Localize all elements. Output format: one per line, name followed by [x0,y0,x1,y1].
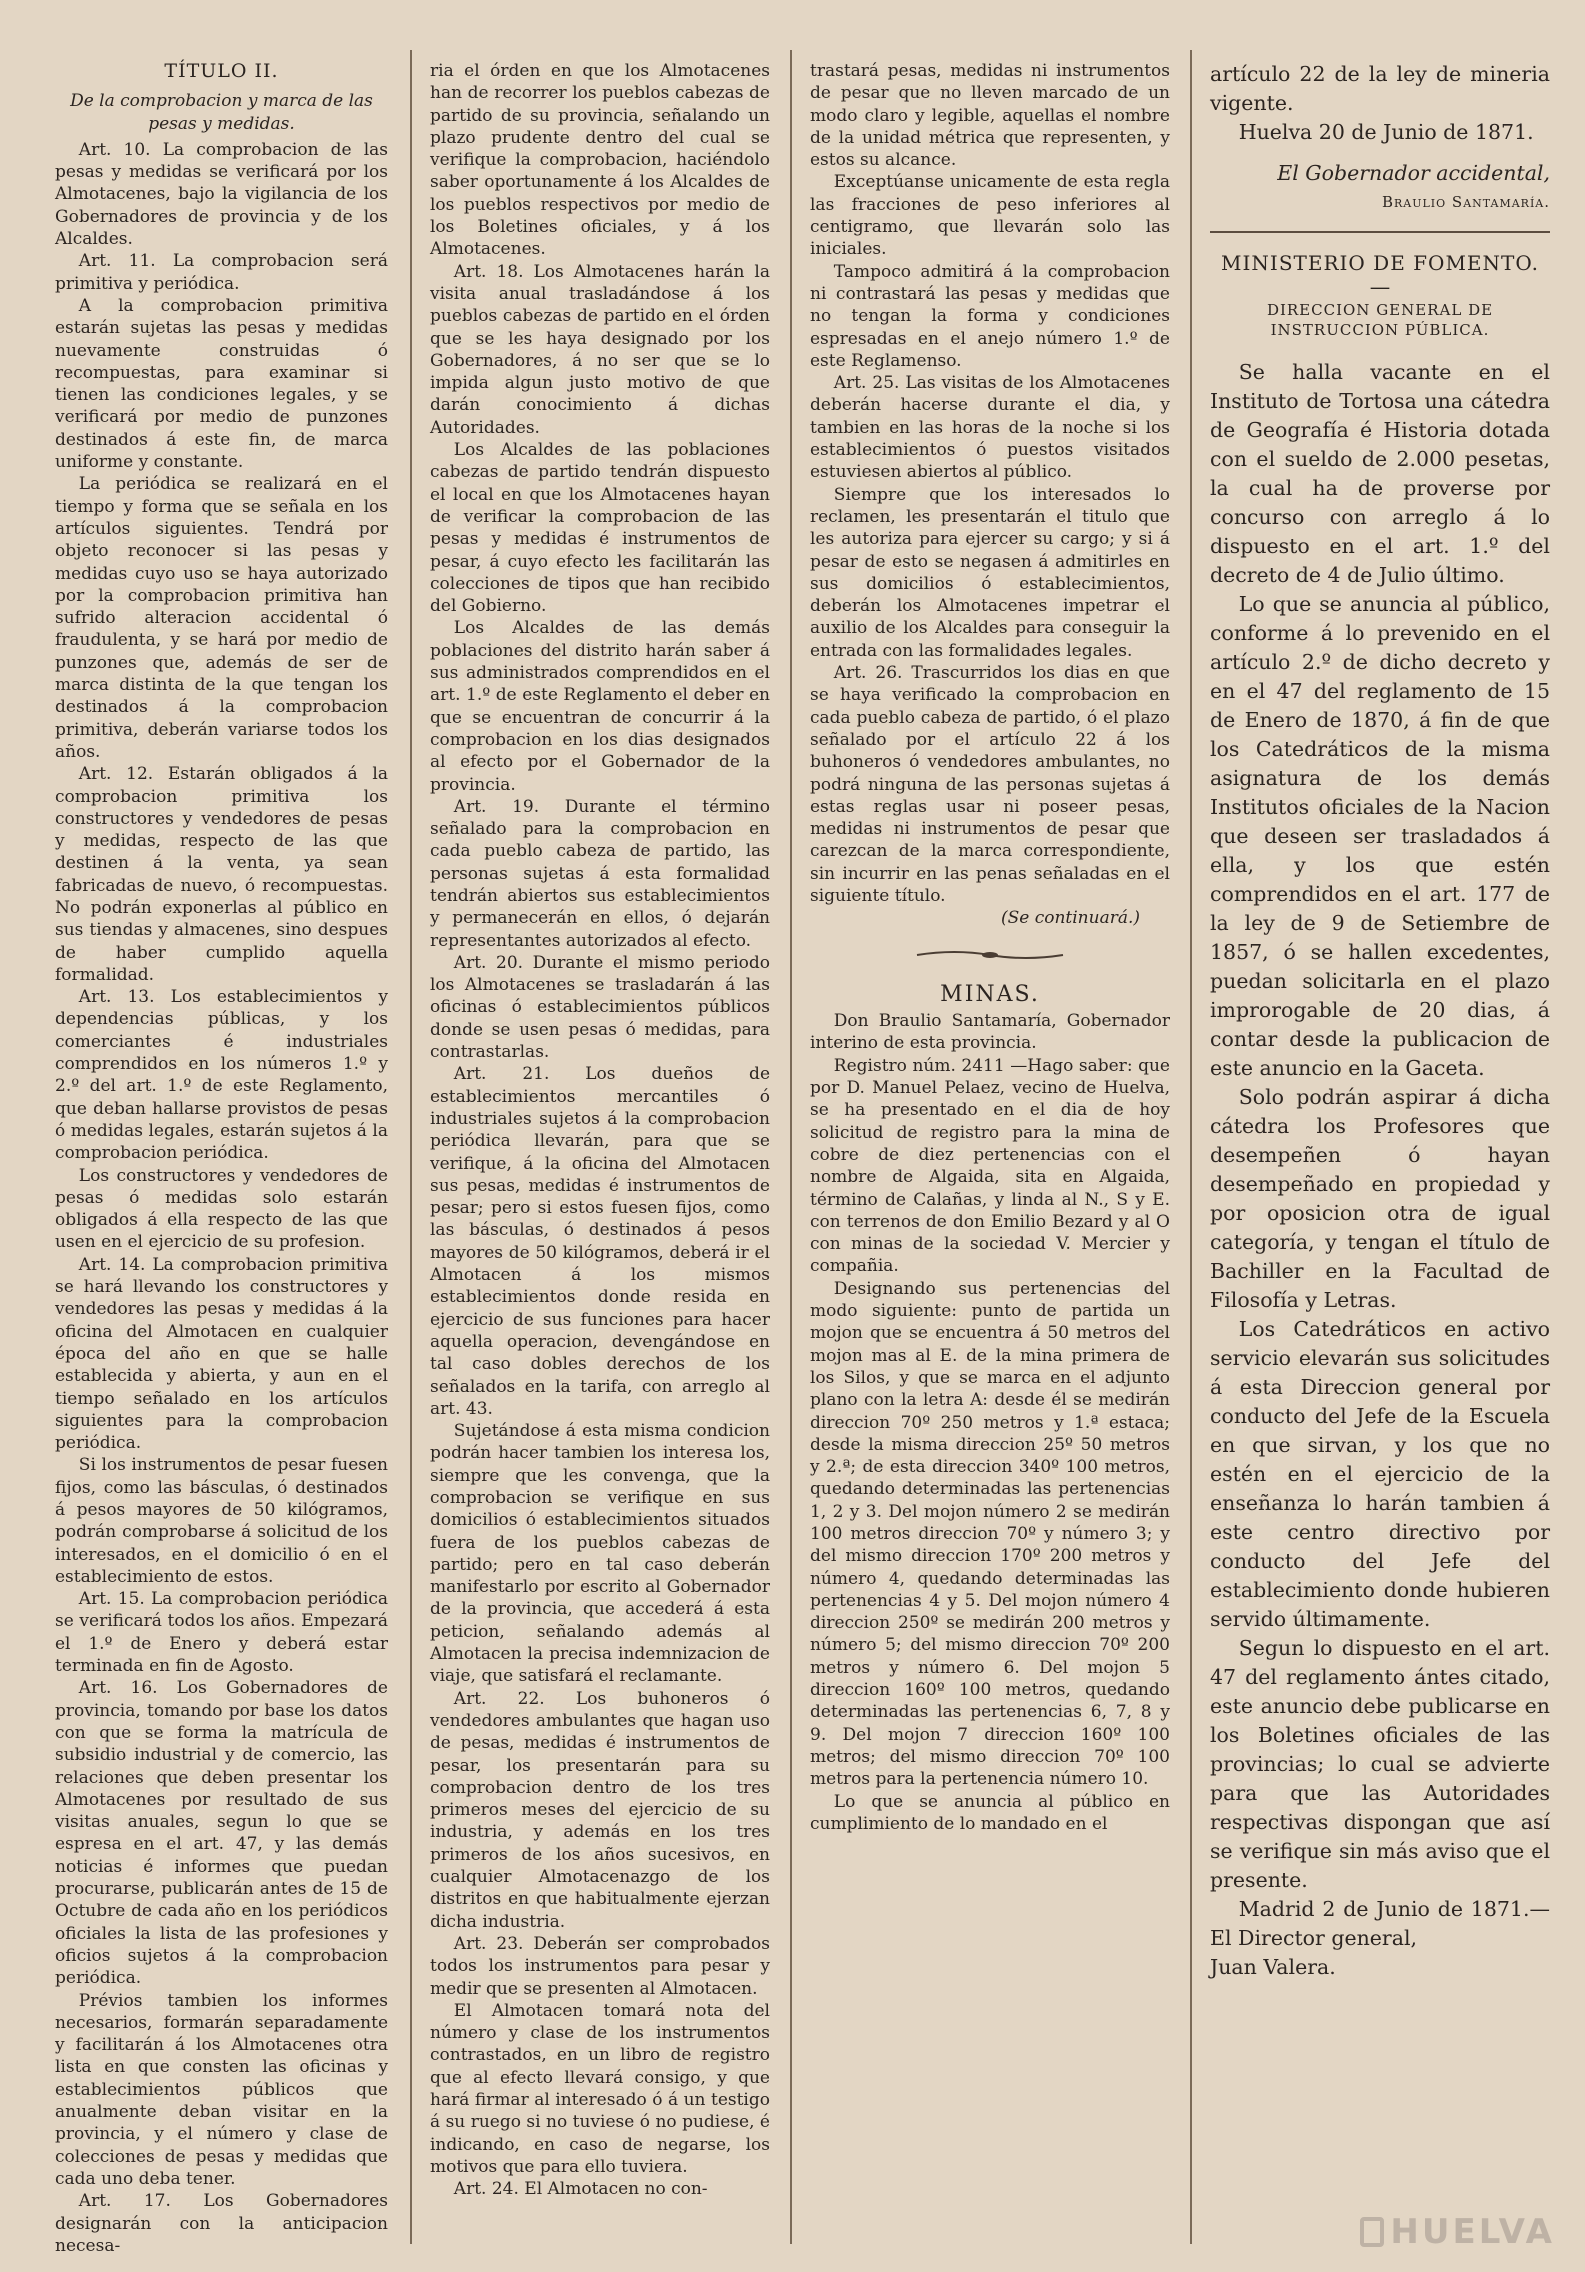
ornament-divider [810,946,1170,968]
paragraph: Si los instrumentos de pesar fuesen fijos, como las básculas, ó destinados á pesos mayores de 50 kilógramos, podrán comprobarse á solicitud de los interesados, en el domicilio ó en el establecimiento de estos. [55,1455,388,1587]
section-divider [1210,231,1550,233]
paragraph: Art. 13. Los establecimientos y dependencias públicas, y los comerciantes é industriales comprendidos en los números 1.º y 2.º del art. 1.º de este Reglamento, que deban hallarse provistos de pesas ó medidas legales, estarán sujetos á la comprobacion periódica. [55,987,388,1164]
paragraph: Art. 21. Los dueños de establecimientos mercantiles ó industriales sujetos á la comprobacion periódica llevarán, para que se verifique, á la oficina del Almotacen sus pesas, medidas é instrumentos de pesar; pero si estos fuesen fijos, como las básculas, ó destinados á pesos mayores de 50 kilógramos, deberá ir el Almotacen á los mismos establecimientos donde resida en ejercicio de sus funciones para hacer aquella operacion, devengándose en tal caso dobles derechos de los señalados en la tarifa, con arreglo al art. 43. [430,1064,770,1419]
paragraph: Registro núm. 2411 —Hago saber: que por D. Manuel Pelaez, vecino de Huelva, se ha presentado en el dia de hoy solicitud de registro para la mina de cobre de diez pertenencias con el nombre de Algaida, sita en Algaida, término de Calañas, y linda al N., S y E. con terrenos de don Emilio Bezard y al O con minas de la sociedad V. Mercier y compañia. [810,1055,1170,1277]
column-1 [55,60,388,2257]
continued-note: (Se continuará.) [1000,908,1140,929]
paragraph: Art. 12. Estarán obligados á la comprobacion primitiva los constructores y vendedores de pesas y medidas, respecto de las que destinen á la venta, ya sean fabricadas de nuevo, ó recompuestas. No podrán exponerlas al público en sus tiendas y almacenes, sino despues de haber cumplido aquella formalidad. [55,764,388,985]
paragraph: Los Alcaldes de las demás poblaciones del distrito harán saber á sus administrados comprendidos en el art. 1.º de este Reglamento el deber en que se encuentran de concurrir á la comprobacion en los dias designados al efecto por el Gobernador de la provincia. [430,618,770,795]
watermark-text: HUELVA [1390,2212,1555,2252]
paragraph: Lo que se anuncia al público, conforme á lo prevenido en el artículo 2.º de dicho decreto y en el 47 del reglamento de 15 de Enero de 1870, á fin de que los Catedráticos de la misma asignatura de los demás Institutos oficiales de la Nacion que deseen ser trasladados á ella, y los que estén comprendidos en el art. 177 de la ley de 9 de Setiembre de 1857, ó se hallen excedentes, puedan solicitarla en el plazo improrogable de 20 dias, á contar desde la publicacion de este anuncio en la Gaceta. [1210,592,1550,1080]
column-rule [790,50,792,2244]
paragraph: Siempre que los interesados lo reclamen, les presentarán el titulo que les autoriza para ejercer su cargo; y si á pesar de esto se negasen á admitirles en sus domicilios ó establecimientos, deberán los Almotacenes impetrar el auxilio de los Alcaldes para conseguir la entrada con las formalidades legales. [810,484,1170,661]
section-subtitle: De la comprobacion y marca de las pesas y medidas. [70,91,373,134]
column-3 [810,60,1170,1835]
paragraph: Art. 18. Los Almotacenes harán la visita anual trasladándose á los pueblos cabezas de partido en el órden que se les haya designado por los Gobernadores, á no ser que se lo impida algun justo motivo de que darán conocimiento á dichas Autoridades. [430,261,770,438]
paragraph: Art. 23. Deberán ser comprobados todos los instrumentos para pesar y medir que se presenten al Almotacen. [430,1933,770,1999]
column-rule [410,50,412,2244]
date-line: Huelva 20 de Junio de 1871. [1238,120,1534,144]
paragraph: El Almotacen tomará nota del número y clase de los instrumentos contrastados, en un libro de registro que al efecto llevará consigo, y que hará firmar al interesado ó á un testigo á su ruego si no tuviese ó no pudiese, é indicando, en caso de negarse, los motivos que para ello tuviera. [430,2000,770,2177]
paragraph: Art. 17. Los Gobernadores designarán con la anticipacion necesa- [55,2191,388,2256]
paragraph: Art. 19. Durante el término señalado para la comprobacion en cada pueblo cabeza de partido, las personas sujetas á esta formalidad tendrán abiertos sus establecimientos y permanecerán en ellos, ó dejarán representantes autorizados al efecto. [430,796,770,951]
paragraph: Art. 25. Las visitas de los Almotacenes deberán hacerse durante el dia, y tambien en las horas de la noche si los establecimientos ó puestos visitados estuviesen abiertos al público. [810,373,1170,483]
paragraph: Los Alcaldes de las poblaciones cabezas de partido tendrán dispuesto el local en que los Almotacenes hayan de verificar la comprobacion de las pesas y medidas é instrumentos de pesar, á cuyo efecto les facilitarán las colecciones de tipos que han recibido del Gobierno. [430,440,770,617]
short-dash: — [1369,275,1391,299]
section-heading-ministerio: MINISTERIO DE FOMENTO. [1221,251,1539,275]
paragraph: Designando sus pertenencias del modo siguiente: punto de partida un mojon que se encuentra á 50 metros del mojon mas al E. de la mina primera de los Silos, y que se marca en el adjunto plano con la letra A: desde él se medirán direccion 70º 250 metros y 1.ª estaca; desde la misma direccion 25º 50 metros y 2.ª; de esta direccion 340º 100 metros, quedando determinadas las pertenencias 1, 2 y 3. Del mojon número 2 se medirán 100 metros direccion 70º y número 3; y del mismo direccion 170º 200 metros y número 4, quedando determinadas las pertenencias 4 y 5. Del mojon número 4 direccion 250º se medirán 200 metros y número 5; del mismo direccion 70º 200 metros y número 6. Del mojon 5 direccion 160º 100 metros, quedando determinadas las pertenencias 6, 7, 8 y 9. Del mojon 7 direccion 160º 100 metros; del mismo direccion 70º 100 metros para la pertenencia número 10. [810,1278,1170,1790]
closing-name: Juan Valera. [1210,1955,1336,1979]
paragraph: La periódica se realizará en el tiempo y forma que se señala en los artículos siguientes. Tendrá por objeto reconocer si las pesas y medidas cuyo uso se haya autorizado por la comprobacion primitiva han sufrido alteracion accidental ó fraudulenta, y se hará por medio de punzones que, además de ser de marca distinta de la que tengan los destinados á la comprobacion primitiva, deberán variarse todos los años. [55,474,388,762]
paragraph: trastará pesas, medidas ni instrumentos de pesar que no lleven marcado de un modo claro y legible, aquellas el nombre de la unidad métrica que representen, y estos su alcance. [810,61,1170,171]
column-4 [1210,60,1550,1982]
paragraph: ria el órden en que los Almotacenes han de recorrer los pueblos cabezas de partido de su provincia, señalando un plazo prudente dentro del cual se verifique la comprobacion, haciéndolo saber oportunamente á los Alcaldes de los pueblos respectivos por medio de los Boletines oficiales, y á los Almotacenes. [430,61,770,260]
paragraph: Art. 20. Durante el mismo periodo los Almotacenes se trasladarán á las oficinas ó establecimientos públicos donde se usen pesas ó medidas, para contrastarlas. [430,952,770,1063]
paragraph: Se halla vacante en el Instituto de Tortosa una cátedra de Geografía é Historia dotada con el sueldo de 2.000 pesetas, la cual ha de proverse por concurso con arreglo á lo dispuesto en el art. 1.º del decreto de 4 de Julio último. [1210,360,1550,587]
paragraph: Exceptúanse unicamente de esta regla las fracciones de peso inferiores al centigramo, que llevarán solo las iniciales. [810,172,1170,260]
section-title: TÍTULO II. [164,60,279,82]
paragraph: Art. 14. La comprobacion primitiva se hará llevando los constructores y vendedores las pesas y medidas á la oficina del Almotacen en cualquier época del año en que se halle establecida y abierta, y aun en el tiempo señalado en los artículos siguientes para la comprobacion periódica. [55,1254,388,1454]
paragraph: Los Catedráticos en activo servicio elevarán sus solicitudes á esta Direccion general por conducto del Jefe de la Escuela en que sirvan, y los que no estén en el ejercicio de la enseñanza lo harán tambien á este centro directivo por conducto del Jefe del establecimiento donde hubieren servido últimamente. [1210,1317,1550,1631]
paragraph: Segun lo dispuesto en el art. 47 del reglamento ántes citado, este anuncio debe publicarse en los Boletines oficiales de las provincias; lo cual se advierte para que las Autoridades respectivas dispongan que así se verifique sin más aviso que el presente. [1210,1636,1550,1892]
paragraph: Prévios tambien los informes necesarios, formarán separadamente y facilitarán á los Almotacenes otra lista en que consten las oficinas y establecimientos públicos que anualmente deban visitar en la provincia, y el número y clase de colecciones de pesas y medidas que cada uno deba tener. [55,1990,388,2189]
direccion-heading: DIRECCION GENERAL DE INSTRUCCION PÚBLICA. [1266,301,1494,339]
paragraph: Los constructores y vendedores de pesas ó medidas solo estarán obligados á ella respecto de las que usen en el ejercicio de su profesion. [55,1165,388,1253]
paragraph: Don Braulio Santamaría, Gobernador interino de esta provincia. [810,1011,1170,1054]
paragraph: Art. 22. Los buhoneros ó vendedores ambulantes que hagan uso de pesas, medidas é instrumentos de pesar, los presentarán para su comprobacion dentro de los tres primeros meses del ejercicio de su industria, y además en los tres primeros de los años sucesivos, en cualquier Almotacenazgo de los distritos en que habitualmente ejerzan dicha industria. [430,1688,770,1932]
paragraph: Art. 10. La comprobacion de las pesas y medidas se verificará por los Almotacenes, bajo la vigilancia de los Gobernadores de provincia y de los Alcaldes. [55,139,388,250]
watermark-logo-icon [1360,2217,1384,2247]
signer-title: El Gobernador accidental, [1277,161,1550,185]
section-heading-minas: MINAS. [940,981,1040,1007]
paragraph: Art. 16. Los Gobernadores de provincia, tomando por base los datos con que se forma la matrícula de subsidio industrial y de comercio, las relaciones que deben presentar los Almotacenes por resultado de sus visitas anuales, segun lo que se espresa en el art. 47, y las demás noticias é informes que puedan procurarse, publicarán antes de 15 de Octubre de cada año en los periódicos oficiales la lista de las profesiones y oficios sujetos á la comprobacion periódica. [55,1678,388,1989]
paragraph: Art. 24. El Almotacen no con- [453,2179,708,2200]
paragraph: A la comprobacion primitiva estarán sujetas las pesas y medidas nuevamente construidas ó recompuestas, para examinar si tienen las condiciones legales, y se verificará por medio de punzones destinados á este fin, de marca uniforme y constante. [55,295,388,473]
column-rule [1190,50,1192,2244]
paragraph: artículo 22 de la ley de mineria vigente. [1210,62,1550,115]
signer-name: Braulio Santamaría. [1381,193,1550,211]
paragraph: Art. 11. La comprobacion será primitiva y periódica. [55,251,388,294]
paragraph: Solo podrán aspirar á dicha cátedra los Profesores que desempeñen ó hayan desempeñado en propiedad y por oposicion otra de igual categoría, y tengan el título de Bachiller en la Facultad de Filosofía y Letras. [1210,1085,1550,1312]
watermark [1360,2212,1555,2252]
closing-line: Madrid 2 de Junio de 1871.—El Director general, [1210,1897,1550,1950]
paragraph: Art. 26. Trascurridos los dias en que se haya verificado la comprobacion en cada pueblo cabeza de partido, ó el plazo señalado por el artículo 22 á los buhoneros ó vendedores ambulantes, no podrá ninguna de las personas sujetas á estas reglas usar ni poseer pesas, medidas ni instrumentos de pesar que carezcan de la marca correspondiente, sin incurrir en las penas señaladas en el siguiente título. [810,663,1170,906]
column-2 [430,60,770,2201]
paragraph: Lo que se anuncia al público en cumplimiento de lo mandado en el [810,1791,1170,1834]
paragraph: Sujetándose á esta misma condicion podrán hacer tambien los interesa los, siempre que les convenga, que la comprobacion se verifique en sus domicilios ó establecimientos situados fuera de los pueblos cabezas de partido; pero en tal caso deberán manifestarlo por escrito al Gobernador de la provincia, que accederá á esta peticion, señalando además al Almotacen la precisa indemnizacion de viaje, que satisfará el reclamante. [430,1421,770,1687]
paragraph: Tampoco admitirá á la comprobacion ni contrastará las pesas y medidas que no tengan la forma y condiciones espresadas en el anejo número 1.º de este Reglamenso. [810,261,1170,371]
paragraph: Art. 15. La comprobacion periódica se verificará todos los años. Empezará el 1.º de Enero y deberá estar terminada en fin de Agosto. [55,1589,388,1677]
